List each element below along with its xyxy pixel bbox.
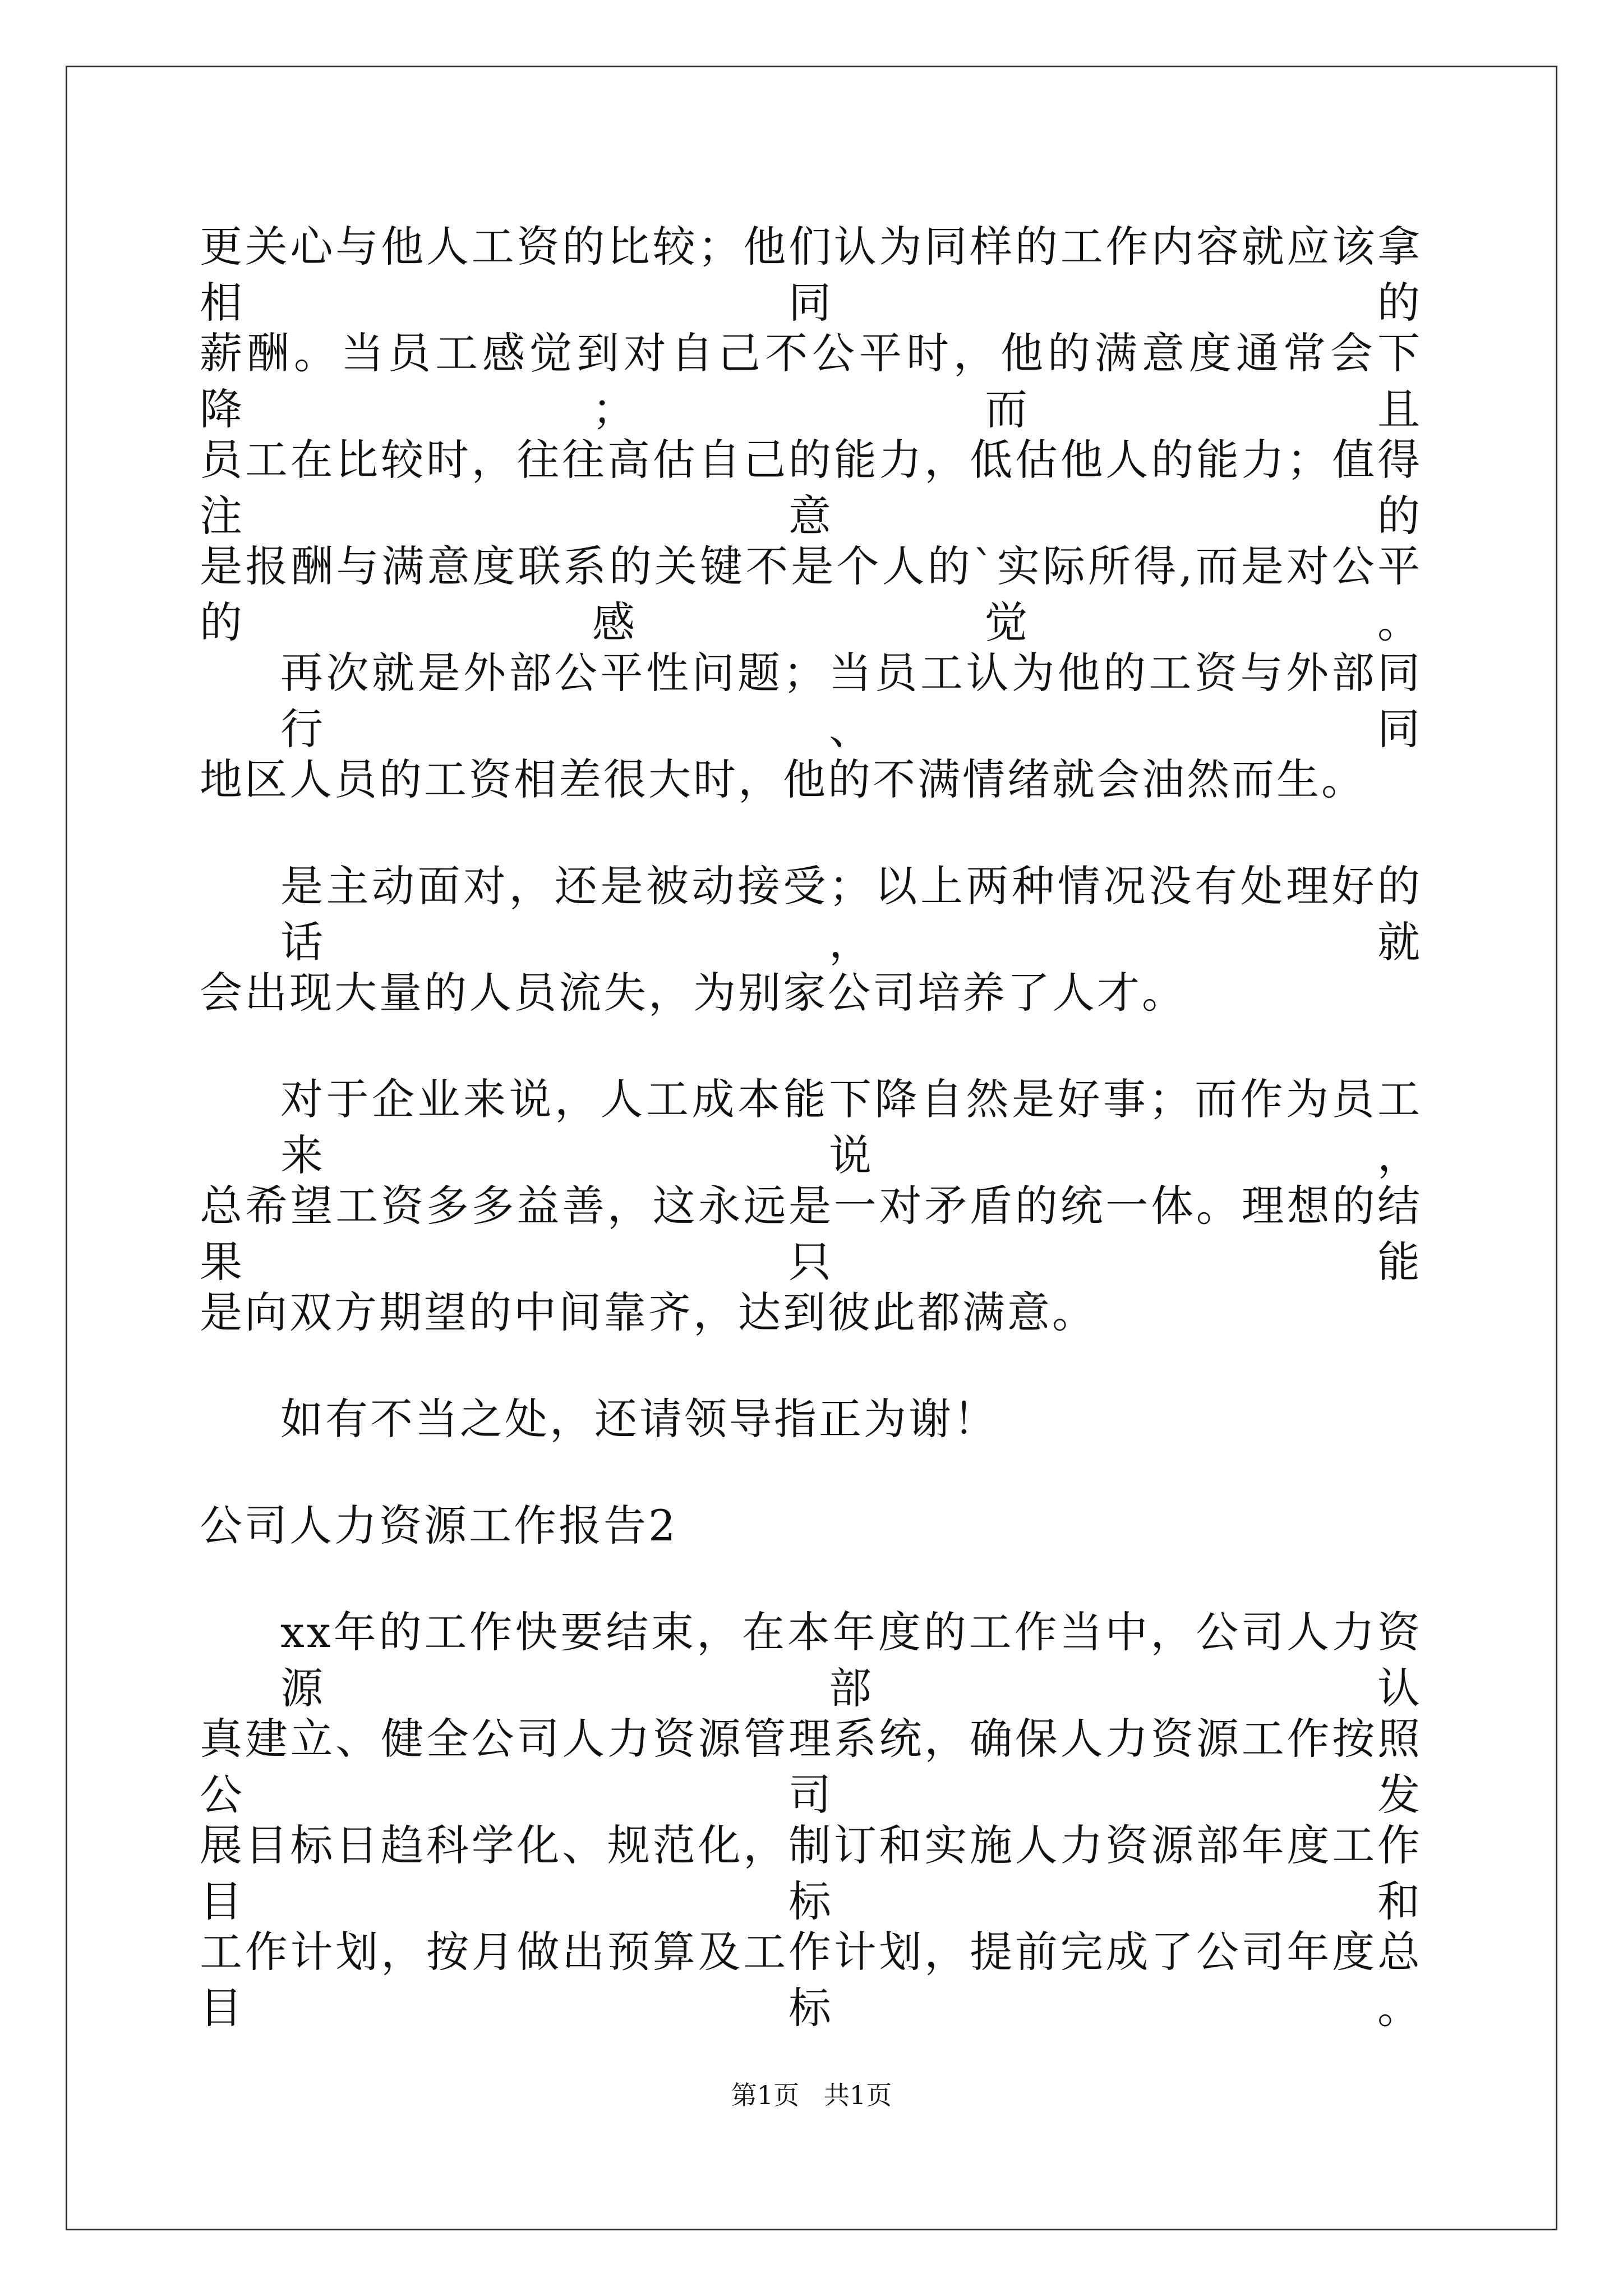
body-text-line: 员工在比较时，往往高估自己的能力，低估他人的能力；值得注意的 bbox=[200, 435, 1422, 541]
body-text-line: 是向双方期望的中间靠齐，达到彼此都满意。 bbox=[200, 1287, 1097, 1337]
body-text-line: 工作计划，按月做出预算及工作计划，提前完成了公司年度总目标。 bbox=[200, 1927, 1422, 2033]
body-text-line: 展目标日趋科学化、规范化，制订和实施人力资源部年度工作目标和 bbox=[200, 1820, 1422, 1926]
section-heading: 公司人力资源工作报告2 bbox=[200, 1501, 678, 1550]
paragraph-first-line: xx年的工作快要结束，在本年度的工作当中，公司人力资源部认 bbox=[280, 1607, 1422, 1713]
paragraph-first-line: 是主动面对，还是被动接受；以上两种情况没有处理好的话，就 bbox=[280, 861, 1422, 967]
body-text-line: 真建立、健全公司人力资源管理系统，确保人力资源工作按照公司发 bbox=[200, 1714, 1422, 1820]
body-text-line: 薪酬。当员工感觉到对自己不公平时，他的满意度通常会下降；而且 bbox=[200, 328, 1422, 434]
body-text-line: 总希望工资多多益善，这永远是一对矛盾的统一体。理想的结果只能 bbox=[200, 1181, 1422, 1287]
body-text-line: 会出现大量的人员流失，为别家公司培养了人才。 bbox=[200, 968, 1187, 1018]
body-text-line: 是报酬与满意度联系的关键不是个人的`实际所得,而是对公平的感觉。 bbox=[200, 541, 1422, 647]
body-text-line: 地区人员的工资相差很大时，他的不满情绪就会油然而生。 bbox=[200, 754, 1366, 804]
body-text-line: 更关心与他人工资的比较；他们认为同样的工作内容就应该拿相同的 bbox=[200, 222, 1422, 328]
closing-remark: 如有不当之处，还请领导指正为谢！ bbox=[280, 1394, 998, 1444]
paragraph-first-line: 对于企业来说，人工成本能下降自然是好事；而作为员工来说， bbox=[280, 1074, 1422, 1180]
page-number-footer: 第1页 共1页 bbox=[731, 2080, 892, 2110]
paragraph-first-line: 再次就是外部公平性问题；当员工认为他的工资与外部同行、同 bbox=[280, 648, 1422, 754]
